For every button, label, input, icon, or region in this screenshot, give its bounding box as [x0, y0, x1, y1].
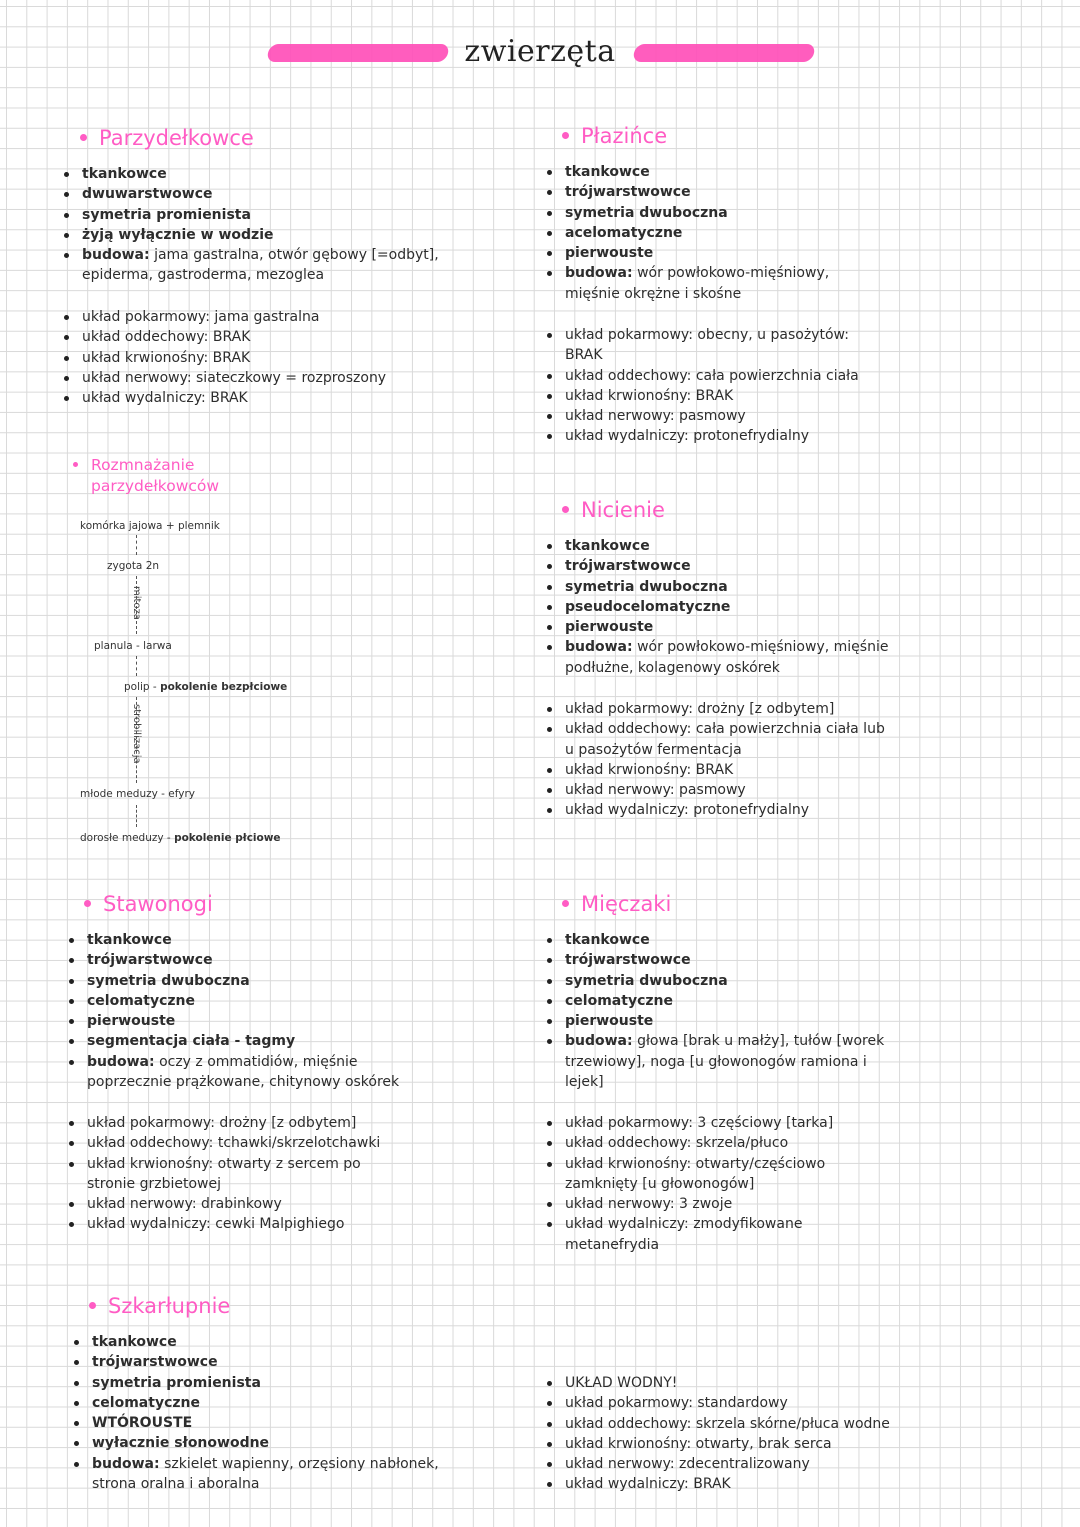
arrow-connector [136, 805, 137, 827]
list-item: pierwouste [547, 243, 887, 263]
list-item: układ krwionośny: BRAK [547, 386, 887, 406]
list-item: układ krwionośny: BRAK [547, 760, 897, 780]
list-item: układ oddechowy: skrzela/płuco [547, 1133, 847, 1153]
list-item: układ wydalniczy: zmodyfikowane metanefrydia [547, 1214, 847, 1255]
list-item: układ nerwowy: siateczkowy = rozproszony [64, 368, 464, 388]
list-item-budowa: budowa: jama gastralna, otwór gębowy [=odbyt], epiderma, gastroderma, mezoglea [64, 245, 454, 286]
list-item: symetria dwuboczna [547, 971, 907, 991]
section-title-nicienie: Nicienie [562, 498, 665, 522]
list-item: układ pokarmowy: obecny, u pasożytów: BRAK [547, 325, 887, 366]
list-item: żyją wyłącznie w wodzie [64, 225, 454, 245]
list-item: układ pokarmowy: drożny [z odbytem] [69, 1113, 399, 1133]
list-item: układ pokarmowy: 3 częściowy [tarka] [547, 1113, 847, 1133]
arrow-connector [136, 535, 137, 555]
list-item: dwuwarstwowce [64, 184, 454, 204]
list-item: tkankowce [69, 930, 439, 950]
list-item: trójwarstwowce [547, 950, 907, 970]
list-item: układ wydalniczy: BRAK [64, 388, 464, 408]
traits-plazince [547, 162, 887, 304]
list-item: celomatyczne [74, 1393, 474, 1413]
subsection-title-rozmnazanie: Rozmnażanie parzydełkowców [91, 455, 219, 497]
bullet-icon [562, 132, 569, 139]
list-item: tkankowce [64, 164, 454, 184]
list-item-budowa: budowa: wór powłokowo-mięśniowy, mięśnie podłużne, kolagenowy oskórek [547, 637, 897, 678]
traits-parzydelkowce [64, 164, 454, 286]
list-item: wyłacznie słonowodne [74, 1433, 474, 1453]
list-item: acelomatyczne [547, 223, 887, 243]
systems-parzydelkowce [64, 307, 464, 408]
list-item: UKŁAD WODNY! [547, 1373, 947, 1393]
list-item: układ nerwowy: 3 zwoje [547, 1194, 847, 1214]
list-item: symetria dwuboczna [547, 203, 887, 223]
list-item: układ wydalniczy: cewki Malpighiego [69, 1214, 399, 1234]
diagram-label-mitoza: mitoza [131, 586, 142, 620]
traits-stawonogi [69, 930, 439, 1092]
bullet-icon [84, 900, 91, 907]
list-item: układ oddechowy: cała powierzchnia ciała lub u pasożytów fermentacja [547, 719, 897, 760]
traits-nicienie [547, 536, 897, 678]
list-item: układ oddechowy: BRAK [64, 327, 464, 347]
bullet-icon [73, 462, 78, 467]
bullet-icon [562, 900, 569, 907]
list-item: trójwarstwowce [547, 182, 887, 202]
section-title-stawonogi: Stawonogi [84, 892, 213, 916]
list-item: trójwarstwowce [547, 556, 897, 576]
list-item: układ wydalniczy: BRAK [547, 1474, 947, 1494]
list-item-budowa: budowa: oczy z ommatidiów, mięśnie poprzecznie prążkowane, chitynowy oskórek [69, 1052, 439, 1093]
section-title-plazince: Płazińce [562, 124, 667, 148]
list-item: pierwouste [547, 1011, 907, 1031]
diagram-step-planula: planula - larwa [94, 640, 172, 652]
list-item-budowa: budowa: szkielet wapienny, orzęsiony nabłonek, strona oralna i aboralna [74, 1454, 474, 1495]
list-item: tkankowce [547, 162, 887, 182]
list-item: pierwouste [547, 617, 897, 637]
title-bar [0, 30, 1080, 80]
section-title-szkarlupnie: Szkarłupnie [89, 1294, 230, 1318]
list-item: układ pokarmowy: jama gastralna [64, 307, 464, 327]
bullet-icon [562, 506, 569, 513]
systems-plazince [547, 325, 887, 447]
page-title: zwierzęta [464, 34, 616, 69]
list-item: układ krwionośny: otwarty/częściowo zamknięty [u głowonogów] [547, 1154, 847, 1195]
list-item: tkankowce [74, 1332, 474, 1352]
traits-szkarlupnie [74, 1332, 474, 1494]
list-item: symetria dwuboczna [547, 577, 897, 597]
list-item: celomatyczne [69, 991, 439, 1011]
list-item: trójwarstwowce [74, 1352, 474, 1372]
list-item: układ oddechowy: tchawki/skrzelotchawki [69, 1133, 399, 1153]
section-title-parzydelkowce: Parzydełkowce [80, 126, 254, 150]
arrow-connector [136, 656, 137, 676]
list-item: układ wydalniczy: protonefrydialny [547, 426, 887, 446]
list-item: celomatyczne [547, 991, 907, 1011]
list-item-budowa: budowa: wór powłokowo-mięśniowy, mięśnie okrężne i skośne [547, 263, 887, 304]
bullet-icon [80, 134, 87, 141]
list-item: układ nerwowy: pasmowy [547, 406, 887, 426]
list-item: układ krwionośny: otwarty, brak serca [547, 1434, 947, 1454]
list-item: układ oddechowy: cała powierzchnia ciała [547, 366, 887, 386]
list-item: układ krwionośny: BRAK [64, 348, 464, 368]
diagram-step-meduzy: dorosłe meduzy - pokolenie płciowe [80, 832, 281, 844]
list-item: trójwarstwowce [69, 950, 439, 970]
list-item-budowa: budowa: głowa [brak u małży], tułów [worek trzewiowy], noga [u głowonogów ramiona i lejek] [547, 1031, 907, 1092]
list-item: układ pokarmowy: drożny [z odbytem] [547, 699, 897, 719]
diagram-step-efyry: młode meduzy - efyry [80, 788, 196, 800]
list-item: WTÓROUSTE [74, 1413, 474, 1433]
list-item: układ krwionośny: otwarty z sercem po stronie grzbietowej [69, 1154, 399, 1195]
section-title-mieczaki: Mięczaki [562, 892, 671, 916]
list-item: układ nerwowy: zdecentralizowany [547, 1454, 947, 1474]
list-item: symetria promienista [74, 1373, 474, 1393]
list-item: układ wydalniczy: protonefrydialny [547, 800, 897, 820]
list-item: układ nerwowy: drabinkowy [69, 1194, 399, 1214]
list-item: układ oddechowy: skrzela skórne/płuca wodne [547, 1414, 947, 1434]
systems-nicienie [547, 699, 897, 821]
diagram-step-polip: polip - pokolenie bezpłciowe [124, 681, 288, 693]
diagram-step-fertilization: komórka jajowa + plemnik [80, 520, 220, 532]
traits-mieczaki [547, 930, 907, 1092]
list-item: układ pokarmowy: standardowy [547, 1393, 947, 1413]
diagram-step-zygote: zygota 2n [107, 560, 160, 572]
list-item: pierwouste [69, 1011, 439, 1031]
bullet-icon [89, 1302, 96, 1309]
systems-stawonogi [69, 1113, 399, 1235]
list-item: symetria dwuboczna [69, 971, 439, 991]
list-item: tkankowce [547, 930, 907, 950]
pink-brush-right [632, 44, 816, 62]
list-item: układ nerwowy: pasmowy [547, 780, 897, 800]
list-item: segmentacja ciała - tagmy [69, 1031, 439, 1051]
systems-szkarlupnie [547, 1373, 947, 1495]
systems-mieczaki [547, 1113, 847, 1255]
list-item: tkankowce [547, 536, 897, 556]
list-item: symetria promienista [64, 205, 454, 225]
list-item: pseudocelomatyczne [547, 597, 897, 617]
diagram-label-strobilizacja: strobilizacja [131, 704, 142, 764]
